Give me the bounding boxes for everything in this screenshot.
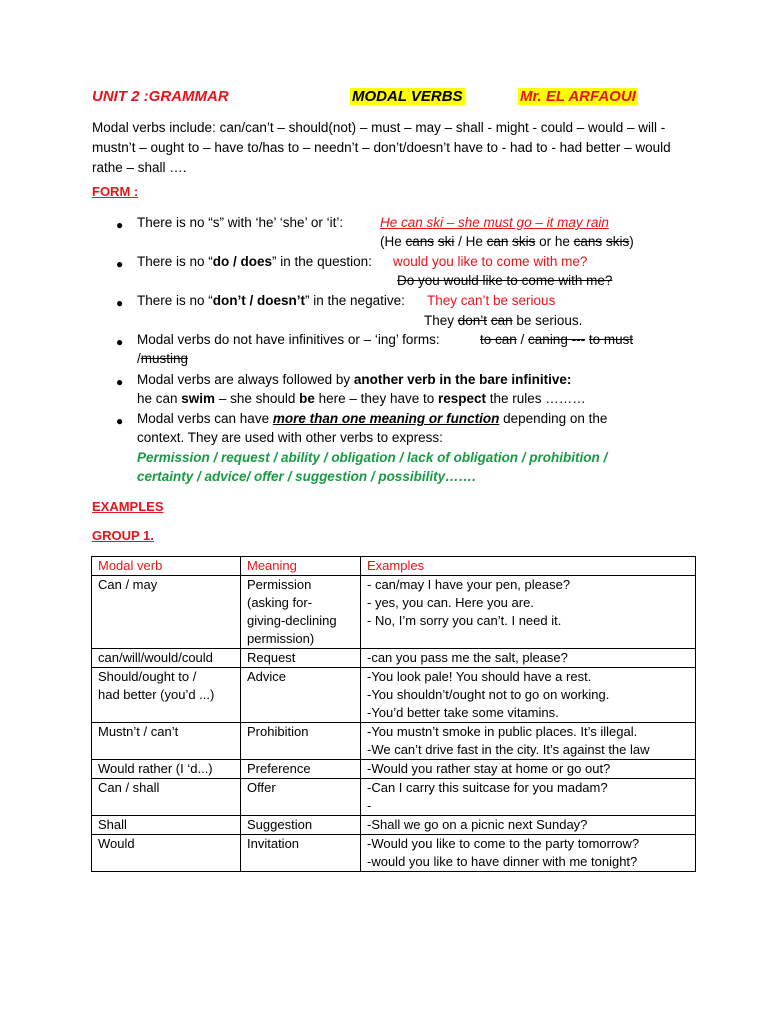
form-rule-meanings-context: context. They are used with other verbs to express:: [137, 430, 443, 445]
functions-list-line-1: Permission / request / ability / obligation / lack of obligation / prohibition /: [137, 450, 608, 465]
table-row: [92, 649, 696, 668]
cell-meaning-line: Prohibition: [247, 724, 309, 739]
col-header-examples: Examples: [361, 557, 696, 576]
cell-modal-verb: [92, 723, 241, 760]
col-header-modal-verb: Modal verb: [92, 557, 241, 576]
cell-modal-verb: [92, 816, 241, 835]
form-rule-no-s-wrong: (He cans ski / He can skis or he cans skis): [380, 234, 634, 249]
table-row: [92, 576, 696, 649]
cell-meaning: [241, 723, 361, 760]
examples-heading: EXAMPLES: [92, 499, 164, 514]
cell-examples: [361, 576, 696, 649]
bullet-icon: ●: [116, 296, 124, 310]
cell-modal-verb: [92, 835, 241, 872]
cell-examples: [361, 779, 696, 816]
bullet-icon: ●: [116, 257, 124, 271]
table-row: [92, 779, 696, 816]
form-heading: FORM :: [92, 184, 139, 199]
cell-examples-line: -You mustn’t smoke in public places. It’s illegal.: [367, 724, 638, 739]
cell-examples: [361, 649, 696, 668]
cell-examples-line: -You’d better take some vitamins.: [367, 705, 559, 720]
cell-meaning: [241, 649, 361, 668]
cell-examples: [361, 668, 696, 723]
form-rule-meanings: Modal verbs can have more than one meaning or function depending on the: [137, 411, 608, 426]
cell-examples-line: -Would you like to come to the party tomorrow?: [367, 836, 640, 851]
form-rule-bare-infinitive: Modal verbs are always followed by another verb in the bare infinitive:: [137, 372, 572, 387]
cell-modal-verb: [92, 576, 241, 649]
cell-examples: [361, 816, 696, 835]
cell-meaning-line: Preference: [247, 761, 311, 776]
cell-meaning-line: Offer: [247, 780, 276, 795]
cell-examples-line: - can/may I have your pen, please?: [367, 577, 571, 592]
group-heading: GROUP 1.: [92, 528, 154, 543]
cell-examples-line: - yes, you can. Here you are.: [367, 595, 534, 610]
cell-meaning-line: permission): [247, 631, 315, 646]
cell-meaning: [241, 576, 361, 649]
cell-modal-verb-line: Would rather (I ‘d...): [98, 761, 213, 776]
bullet-icon: ●: [116, 218, 124, 232]
cell-meaning-line: Invitation: [247, 836, 300, 851]
cell-meaning-line: giving-declining: [247, 613, 337, 628]
functions-list-line-2: certainty / advice/ offer / suggestion / possibility…….: [137, 469, 476, 484]
bullet-icon: ●: [116, 375, 124, 389]
cell-examples-line: -Can I carry this suitcase for you madam?: [367, 780, 608, 795]
form-rule-no-ing-wrong-2: /musting: [137, 351, 189, 366]
form-rule-no-dont-example: They can’t be serious: [427, 293, 556, 308]
cell-modal-verb-line: Can / shall: [98, 780, 160, 795]
table-body: [92, 576, 696, 872]
cell-modal-verb: [92, 668, 241, 723]
cell-meaning-line: Suggestion: [247, 817, 313, 832]
form-rule-no-do: There is no “do / does” in the question:: [137, 254, 372, 269]
intro-paragraph: Modal verbs include: can/can’t – should(not) – must – may – shall - might - could – would – will - mustn’t – ought to – have to/has to – needn’t – don’t/doesn’t have to - had to - had better – would rathe – shall ….: [92, 120, 671, 175]
cell-examples-line: -Would you rather stay at home or go out?: [367, 761, 611, 776]
table-row: [92, 816, 696, 835]
form-rule-no-do-wrong: Do you would like to come with me?: [397, 273, 613, 288]
table-header-row: [92, 557, 696, 576]
form-rule-no-ing: Modal verbs do not have infinitives or – ‘ing’ forms:: [137, 332, 440, 347]
col-header-meaning: Meaning: [241, 557, 361, 576]
table-row: [92, 760, 696, 779]
cell-examples-line: -can you pass me the salt, please?: [367, 650, 568, 665]
cell-modal-verb-line: Would: [98, 836, 135, 851]
form-rule-no-ing-wrong: to can / caning --- to must: [480, 332, 634, 347]
cell-meaning-line: (asking for-: [247, 595, 313, 610]
topic-title: MODAL VERBS: [352, 88, 463, 105]
cell-meaning: [241, 668, 361, 723]
cell-modal-verb-line: had better (you’d ...): [98, 687, 215, 702]
cell-examples-line: -You shouldn’t/ought not to go on working.: [367, 687, 610, 702]
cell-modal-verb-line: Mustn’t / can’t: [98, 724, 179, 739]
form-rule-no-s-example: He can ski – she must go – it may rain: [380, 215, 609, 230]
form-rule-no-s: There is no “s” with ‘he’ ‘she’ or ‘it’:: [137, 215, 344, 230]
cell-examples-line: - No, I’m sorry you can’t. I need it.: [367, 613, 562, 628]
cell-examples-line: -We can’t drive fast in the city. It’s against the law: [367, 742, 650, 757]
cell-examples-line: -: [367, 798, 372, 813]
modal-verbs-table: [91, 556, 696, 872]
cell-meaning: [241, 816, 361, 835]
table-row: [92, 835, 696, 872]
cell-examples-line: -would you like to have dinner with me tonight?: [367, 854, 638, 869]
cell-examples: [361, 835, 696, 872]
cell-modal-verb-line: Can / may: [98, 577, 158, 592]
cell-meaning: [241, 835, 361, 872]
bullet-icon: ●: [116, 414, 124, 428]
cell-modal-verb: [92, 779, 241, 816]
cell-modal-verb: [92, 649, 241, 668]
cell-meaning: [241, 760, 361, 779]
cell-modal-verb-line: Shall: [98, 817, 127, 832]
cell-meaning-line: Advice: [247, 669, 287, 684]
cell-examples: [361, 760, 696, 779]
cell-modal-verb-line: can/will/would/could: [98, 650, 213, 665]
cell-meaning-line: Permission: [247, 577, 312, 592]
cell-examples-line: -Shall we go on a picnic next Sunday?: [367, 817, 588, 832]
form-rule-no-dont: There is no “don’t / doesn’t” in the negative:: [137, 293, 405, 308]
cell-modal-verb-line: Should/ought to /: [98, 669, 197, 684]
cell-meaning-line: Request: [247, 650, 296, 665]
cell-examples-line: -You look pale! You should have a rest.: [367, 669, 592, 684]
cell-modal-verb: [92, 760, 241, 779]
teacher-name: Mr. EL ARFAOUI: [520, 88, 636, 105]
bullet-icon: ●: [116, 335, 124, 349]
table-row: [92, 668, 696, 723]
form-rule-no-do-example: would you like to come with me?: [393, 254, 588, 269]
form-rule-bare-infinitive-example: he can swim – she should be here – they have to respect the rules ………: [137, 391, 586, 406]
unit-title: UNIT 2 :GRAMMAR: [92, 88, 229, 105]
cell-meaning: [241, 779, 361, 816]
form-rule-no-dont-wrong: They don’t can be serious.: [424, 313, 583, 328]
cell-examples: [361, 723, 696, 760]
table-row: [92, 723, 696, 760]
